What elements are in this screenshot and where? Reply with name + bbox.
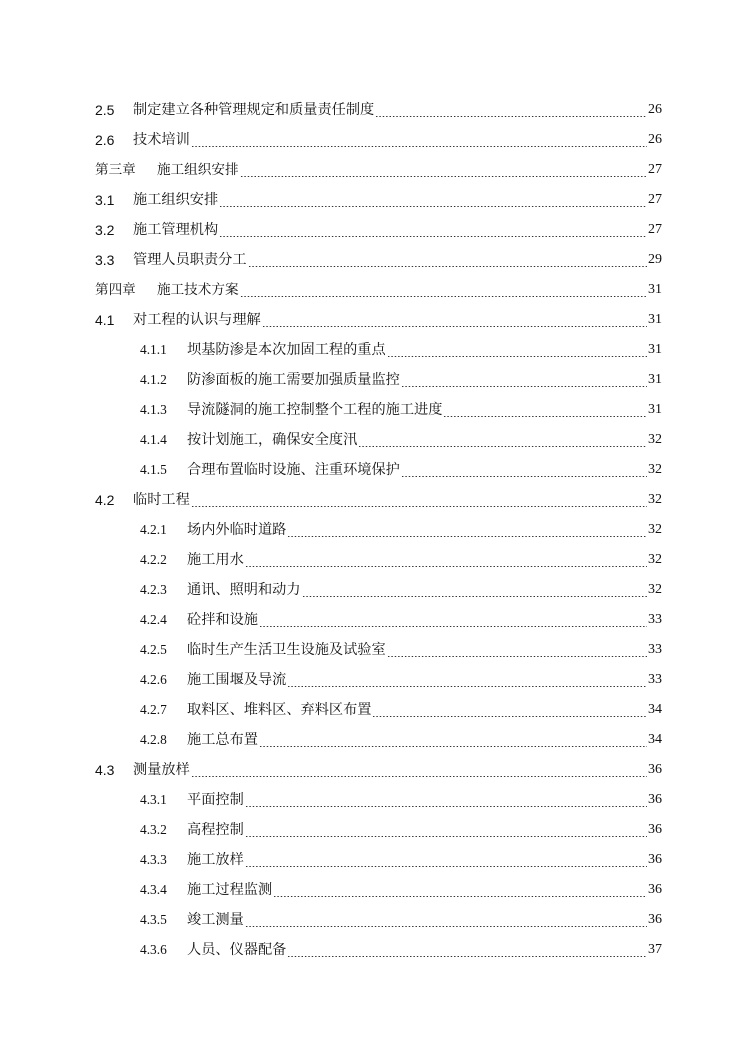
toc-entry-title: 临时生产生活卫生设施及试验室 [187,642,386,658]
toc-entry-title: 施工过程监测 [187,882,273,898]
toc-entry-page: 36 [648,822,662,837]
toc-subentry[interactable] [0,515,744,545]
toc-subentry[interactable] [0,875,744,905]
toc-entry-page: 37 [648,942,662,957]
toc-entry-title: 管理人员职责分工 [133,252,247,268]
toc-entry-number: 4.3.2 [140,822,167,837]
toc-entry-title: 测量放样 [133,762,190,778]
toc-entry-title: 人员、仪器配备 [187,942,287,958]
toc-entry-number: 4.1.4 [140,432,167,447]
toc-entry-number: 4.3.5 [140,912,167,927]
toc-entry-title: 技术培训 [133,132,190,148]
toc-entry-number: 4.1.2 [140,372,167,387]
toc-entry-page: 36 [648,852,662,867]
dot-leader [240,176,647,177]
toc-entry-page: 26 [648,102,662,117]
dot-leader [287,536,647,537]
toc-subentry[interactable] [0,905,744,935]
toc-entry-number: 4.2.6 [140,672,167,687]
toc-entry-number: 4.2.4 [140,612,167,627]
toc-entry-title: 导流隧洞的施工控制整个工程的施工进度 [187,402,443,418]
toc-subentry[interactable] [0,545,744,575]
toc-entry[interactable] [0,185,744,215]
toc-entry-title: 施工组织安排 [157,162,239,178]
toc-subentry[interactable] [0,815,744,845]
toc-entry-number: 4.2.1 [140,522,167,537]
toc-entry[interactable] [0,485,744,515]
toc-entry-page: 32 [648,582,662,597]
toc-entry-title: 制定建立各种管理规定和质量责任制度 [133,102,375,118]
toc-entry-page: 31 [648,312,662,327]
toc-entry-page: 33 [648,642,662,657]
dot-leader [262,326,647,327]
toc-entry-page: 34 [648,702,662,717]
toc-entry-number: 2.6 [95,132,115,148]
dot-leader [245,926,647,927]
toc-entry-page: 33 [648,672,662,687]
toc-entry-page: 34 [648,732,662,747]
dot-leader [191,506,647,507]
toc-entry-title: 防渗面板的施工需要加强质量监控 [187,372,400,388]
toc-entry-number: 4.2.8 [140,732,167,747]
dot-leader [387,656,647,657]
toc-entry-page: 36 [648,792,662,807]
toc-entry[interactable] [0,755,744,785]
toc-entry-page: 31 [648,402,662,417]
toc-entry-title: 平面控制 [187,792,244,808]
toc-chapter-entry[interactable] [0,275,744,305]
dot-leader [273,896,647,897]
dot-leader [245,866,647,867]
dot-leader [240,296,647,297]
toc-entry-number: 3.2 [95,222,115,238]
dot-leader [358,446,647,447]
toc-entry-title: 砼拌和设施 [187,612,258,628]
toc-subentry[interactable] [0,365,744,395]
toc-subentry[interactable] [0,455,744,485]
toc-entry-title: 取料区、堆料区、弃料区布置 [187,702,372,718]
toc-entry-title: 临时工程 [133,492,190,508]
toc-entry-title: 对工程的认识与理解 [133,312,261,328]
toc-entry-title: 施工管理机构 [133,222,219,238]
toc-entry-page: 26 [648,132,662,147]
toc-entry-page: 31 [648,282,662,297]
dot-leader [401,386,647,387]
toc-entry-number: 4.3.6 [140,942,167,957]
toc-entry-title: 合理布置临时设施、注重环境保护 [187,462,400,478]
toc-subentry[interactable] [0,935,744,965]
toc-entry-page: 32 [648,522,662,537]
toc-subentry[interactable] [0,635,744,665]
dot-leader [191,146,647,147]
toc-subentry[interactable] [0,575,744,605]
toc-entry-page: 32 [648,432,662,447]
toc-entry-number: 4.2.7 [140,702,167,717]
dot-leader [387,356,647,357]
dot-leader [248,266,647,267]
toc-entry-page: 36 [648,882,662,897]
dot-leader [245,836,647,837]
toc-entry-title: 坝基防渗是本次加固工程的重点 [187,342,386,358]
toc-entry-title: 场内外临时道路 [187,522,287,538]
toc-subentry[interactable] [0,695,744,725]
toc-entry-page: 32 [648,552,662,567]
dot-leader [191,776,647,777]
dot-leader [375,116,647,117]
toc-subentry[interactable] [0,395,744,425]
toc-entry[interactable] [0,125,744,155]
toc-entry-number: 第三章 [95,162,136,178]
dot-leader [287,686,647,687]
dot-leader [259,746,647,747]
toc-entry-number: 4.1 [95,312,115,328]
toc-entry-page: 27 [648,192,662,207]
toc-entry-number: 4.3.1 [140,792,167,807]
toc-entry-page: 33 [648,612,662,627]
toc-subentry[interactable] [0,845,744,875]
dot-leader [259,626,647,627]
toc-chapter-entry[interactable] [0,155,744,185]
toc-entry-page: 36 [648,912,662,927]
toc-entry-page: 27 [648,162,662,177]
toc-entry-number: 3.1 [95,192,115,208]
dot-leader [287,956,647,957]
toc-entry[interactable] [0,245,744,275]
toc-entry-page: 31 [648,372,662,387]
toc-entry-number: 4.3.3 [140,852,167,867]
toc-entry-number: 4.1.1 [140,342,167,357]
table-of-contents [0,95,744,965]
toc-subentry[interactable] [0,785,744,815]
toc-entry-number: 4.2.5 [140,642,167,657]
dot-leader [245,566,647,567]
dot-leader [302,596,647,597]
toc-entry-title: 施工总布置 [187,732,258,748]
dot-leader [401,476,647,477]
toc-entry-number: 4.2.2 [140,552,167,567]
toc-entry[interactable] [0,95,744,125]
dot-leader [245,806,647,807]
toc-entry-number: 4.2 [95,492,115,508]
toc-entry-number: 4.2.3 [140,582,167,597]
toc-entry-page: 32 [648,462,662,477]
toc-subentry[interactable] [0,425,744,455]
toc-entry-title: 竣工测量 [187,912,244,928]
dot-leader [443,416,647,417]
toc-entry[interactable] [0,215,744,245]
toc-entry-number: 4.1.3 [140,402,167,417]
toc-entry-title: 施工围堰及导流 [187,672,287,688]
toc-entry-title: 施工技术方案 [157,282,239,298]
toc-subentry[interactable] [0,605,744,635]
toc-subentry[interactable] [0,665,744,695]
toc-entry-title: 施工用水 [187,552,244,568]
toc-entry-page: 29 [648,252,662,267]
toc-entry-title: 通讯、照明和动力 [187,582,301,598]
toc-entry-page: 31 [648,342,662,357]
toc-entry-page: 36 [648,762,662,777]
toc-entry-page: 32 [648,492,662,507]
toc-subentry[interactable] [0,725,744,755]
toc-entry-title: 按计划施工，确保安全度汛 [187,432,358,448]
toc-entry-number: 4.3 [95,762,115,778]
dot-leader [372,716,647,717]
toc-entry-number: 第四章 [95,282,136,298]
toc-entry-number: 2.5 [95,102,115,118]
toc-entry-number: 3.3 [95,252,115,268]
toc-entry-title: 施工组织安排 [133,192,219,208]
dot-leader [219,236,647,237]
toc-entry-number: 4.1.5 [140,462,167,477]
toc-subentry[interactable] [0,335,744,365]
toc-entry-number: 4.3.4 [140,882,167,897]
toc-entry-title: 施工放样 [187,852,244,868]
dot-leader [219,206,647,207]
toc-entry-title: 高程控制 [187,822,244,838]
toc-entry[interactable] [0,305,744,335]
toc-entry-page: 27 [648,222,662,237]
